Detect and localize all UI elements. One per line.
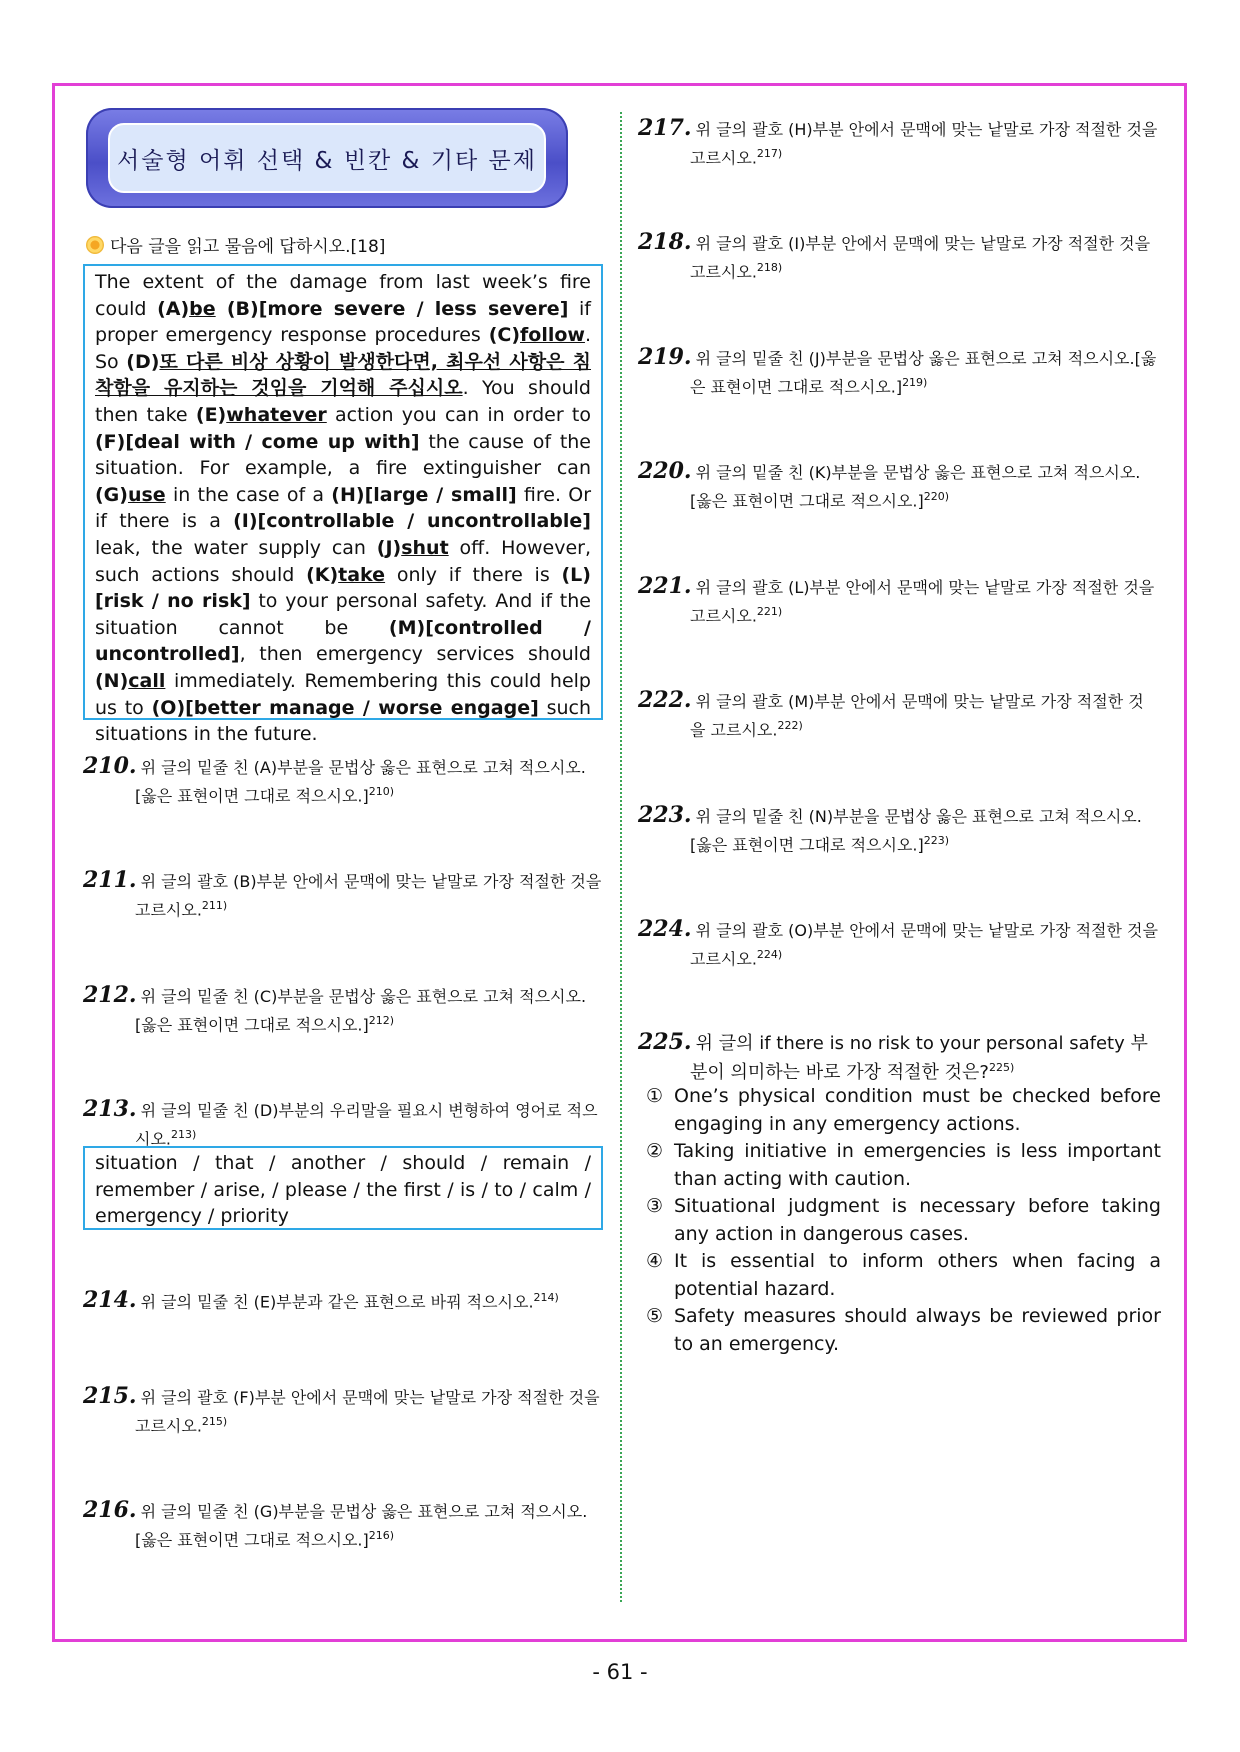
passage-text: . So (95, 324, 591, 373)
passage-underline-korean: 또 다른 비상 상황이 발생한다면, 최우선 사항은 침착함을 유지하는 것임을 기억해 주십시오 (95, 350, 591, 400)
footnote-ref: 222) (777, 719, 803, 732)
question-211 (83, 868, 603, 922)
passage-choice: (M)[controlled / uncontrolled] (95, 616, 591, 666)
question-number: 222. (638, 687, 692, 713)
passage-choice: (I)[controllable / uncontrollable] (233, 510, 591, 533)
option-5[interactable] (646, 1303, 1161, 1358)
question-text: 위 글의 밑줄 친 (G)부분을 문법상 옳은 표현으로 고쳐 적으시오. [옳은 표현이면 그대로 적으시오.] (135, 1502, 588, 1550)
question-210 (83, 754, 603, 808)
question-214 (83, 1286, 603, 1314)
passage-underline: take (338, 563, 386, 586)
passage-underline: use (127, 483, 166, 506)
question-number: 214. (83, 1287, 137, 1314)
question-number: 210. (83, 753, 137, 779)
option-1[interactable] (646, 1083, 1161, 1138)
passage-underline: whatever (226, 403, 327, 426)
footnote-ref: 215) (201, 1415, 228, 1428)
option-text: Taking initiative in emergencies is less important than acting with caution. (674, 1140, 1161, 1190)
question-220 (638, 459, 1158, 513)
passage-text: leak, the water supply can (95, 536, 377, 559)
question-222 (638, 688, 1158, 742)
question-number: 217. (638, 115, 692, 141)
question-218 (638, 230, 1158, 284)
passage-marker: (K) (306, 563, 339, 586)
passage-text: off. However, such actions should (95, 536, 591, 586)
footnote-ref: 220) (923, 490, 950, 503)
passage-text: such situations in the future. (95, 696, 592, 746)
question-text: 위 글의 밑줄 친 (A)부분을 문법상 옳은 표현으로 고쳐 적으시오. [옳은 표현이면 그대로 적으시오.] (135, 758, 586, 806)
option-4[interactable] (646, 1248, 1161, 1303)
passage-underline: call (128, 669, 166, 692)
option-mark: ③ (646, 1195, 664, 1217)
passage-text: to your personal safety. And if the situation cannot be (95, 590, 591, 639)
passage-text: , then emergency services should (239, 643, 591, 666)
passage-marker: (D) (126, 350, 160, 373)
passage-choice: (B)[more severe / less severe] (215, 297, 569, 320)
question-number: 225. (638, 1029, 692, 1055)
question-number: 213. (83, 1096, 137, 1122)
passage-marker: (A) (157, 297, 190, 320)
footnote-ref: 213) (171, 1128, 197, 1141)
option-text: Safety measures should always be reviewed prior to an emergency. (674, 1305, 1161, 1355)
passage-text: action you can in order to (326, 403, 591, 426)
question-number: 218. (638, 229, 692, 255)
passage-text: The extent of the damage from last week’s fire could (95, 271, 591, 320)
option-3[interactable] (646, 1193, 1161, 1248)
instruction (86, 232, 385, 257)
passage-choice: (L)[risk / no risk] (95, 563, 591, 613)
question-text: 위 글의 괄호 (F)부분 안에서 문맥에 맞는 낱말로 가장 적절한 것을 고르시오. (135, 1388, 600, 1436)
passage-marker: (C) (488, 324, 520, 347)
column-divider (620, 112, 622, 1602)
passage-marker: (N) (95, 669, 129, 692)
question-text: 위 글의 괄호 (B)부분 안에서 문맥에 맞는 낱말로 가장 적절한 것을 고르시오. (135, 872, 602, 920)
question-number: 215. (83, 1383, 137, 1409)
footnote-ref: 221) (756, 605, 783, 618)
question-219 (638, 345, 1158, 399)
footnote-ref: 223) (923, 834, 950, 847)
passage-choice: (H)[large / small] (331, 483, 517, 506)
option-mark: ① (646, 1085, 664, 1107)
footnote-ref: 211) (201, 899, 228, 912)
option-text: Situational judgment is necessary before taking any action in dangerous cases. (674, 1195, 1161, 1245)
passage-marker: (G) (95, 483, 128, 506)
question-text: 위 글의 괄호 (M)부분 안에서 문맥에 맞는 낱말로 가장 적절한 것을 고르시오. (690, 692, 1144, 740)
passage-text: in the case of a (165, 483, 332, 506)
question-number: 216. (83, 1497, 137, 1523)
question-text: 위 글의 괄호 (H)부분 안에서 문맥에 맞는 낱말로 가장 적절한 것을 고르시오. (690, 120, 1158, 168)
option-mark: ④ (646, 1250, 664, 1272)
question-225 (638, 1030, 1158, 1085)
question-224 (638, 917, 1158, 971)
passage-marker: (E) (195, 403, 227, 426)
passage-text: fire. Or if there is a (95, 483, 591, 533)
passage-marker: (J) (376, 536, 402, 559)
question-text: 위 글의 밑줄 친 (E)부분과 같은 표현으로 바꿔 적으시오. (140, 1292, 534, 1312)
footnote-ref: 219) (902, 376, 928, 389)
passage-underline: follow (520, 324, 585, 347)
instruction-text: 다음 글을 읽고 물음에 답하시오.[18] (110, 237, 386, 257)
footnote-ref: 224) (756, 948, 783, 961)
question-text: 위 글의 밑줄 친 (C)부분을 문법상 옳은 표현으로 고쳐 적으시오. [옳은 표현이면 그대로 적으시오.] (135, 987, 587, 1035)
footnote-ref: 225) (988, 1061, 1015, 1074)
footnote-ref: 214) (533, 1291, 559, 1304)
passage-text: the cause of the situation. For example, a fire extinguisher can (95, 430, 591, 480)
footnote-ref: 217) (756, 147, 783, 160)
passage-choice: (O)[better manage / worse engage] (151, 696, 539, 719)
footnote-ref: 218) (756, 261, 783, 274)
question-215 (83, 1384, 603, 1438)
passage-text: only if there is (385, 563, 562, 586)
question-number: 212. (83, 982, 137, 1008)
question-text: 위 글의 밑줄 친 (J)부분을 문법상 옳은 표현으로 고쳐 적으시오.[옳은 표현이면 그대로 적으시오.] (690, 349, 1157, 397)
question-223 (638, 803, 1158, 857)
flower-icon (86, 236, 104, 254)
question-number: 224. (638, 916, 692, 942)
option-mark: ⑤ (646, 1305, 664, 1327)
question-text: 위 글의 밑줄 친 (D)부분의 우리말을 필요시 변형하여 영어로 적으시오. (135, 1101, 598, 1149)
option-text: One’s physical condition must be checked before engaging in any emergency actions. (674, 1085, 1161, 1135)
question-217 (638, 116, 1158, 170)
option-2[interactable] (646, 1138, 1161, 1193)
section-title: 서술형 어휘 선택 & 빈칸 & 기타 문제 (108, 123, 546, 193)
option-mark: ② (646, 1140, 664, 1162)
question-number: 221. (638, 573, 692, 599)
footnote-ref: 210) (368, 785, 395, 798)
reading-passage (83, 264, 603, 746)
footnote-ref: 212) (368, 1014, 395, 1027)
passage-text: immediately. Remembering this could help us to (95, 669, 591, 719)
passage-choice: (F)[deal with / come up with] (95, 430, 420, 453)
passage-underline: be (189, 297, 216, 320)
option-text: It is essential to inform others when facing a potential hazard. (674, 1250, 1161, 1300)
question-number: 223. (638, 802, 692, 828)
footnote-ref: 216) (368, 1529, 395, 1542)
question-text: 위 글의 밑줄 친 (K)부분을 문법상 옳은 표현으로 고쳐 적으시오. [옳은 표현이면 그대로 적으시오.] (690, 463, 1141, 511)
passage-text: . You should then take (95, 377, 591, 426)
question-text: 위 글의 if there is no risk to your personal safety 부분이 의미하는 바로 가장 적절한 것은? (690, 1033, 1148, 1083)
question-text: 위 글의 괄호 (L)부분 안에서 문맥에 맞는 낱말로 가장 적절한 것을 고르시오. (690, 578, 1155, 626)
question-text: 위 글의 괄호 (I)부분 안에서 문맥에 맞는 낱말로 가장 적절한 것을 고르시오. (690, 234, 1151, 282)
page-number: - 61 - (592, 1660, 648, 1684)
question-216 (83, 1498, 603, 1552)
answer-options (646, 1083, 1161, 1358)
question-213 (83, 1097, 603, 1151)
question-212 (83, 983, 603, 1037)
passage-text: if proper emergency response procedures (95, 297, 591, 347)
question-221 (638, 574, 1158, 628)
question-number: 211. (83, 867, 137, 893)
question-number: 219. (638, 344, 692, 370)
question-text: 위 글의 괄호 (O)부분 안에서 문맥에 맞는 낱말로 가장 적절한 것을 고르시오. (690, 921, 1158, 969)
word-box: situation / that / another / should / remain / remember / arise, / please / the first / is / to / calm / emergency / priority (83, 1146, 603, 1230)
question-text: 위 글의 밑줄 친 (N)부분을 문법상 옳은 표현으로 고쳐 적으시오. [옳은 표현이면 그대로 적으시오.] (690, 807, 1142, 855)
passage-underline: shut (401, 536, 449, 559)
question-number: 220. (638, 458, 692, 484)
